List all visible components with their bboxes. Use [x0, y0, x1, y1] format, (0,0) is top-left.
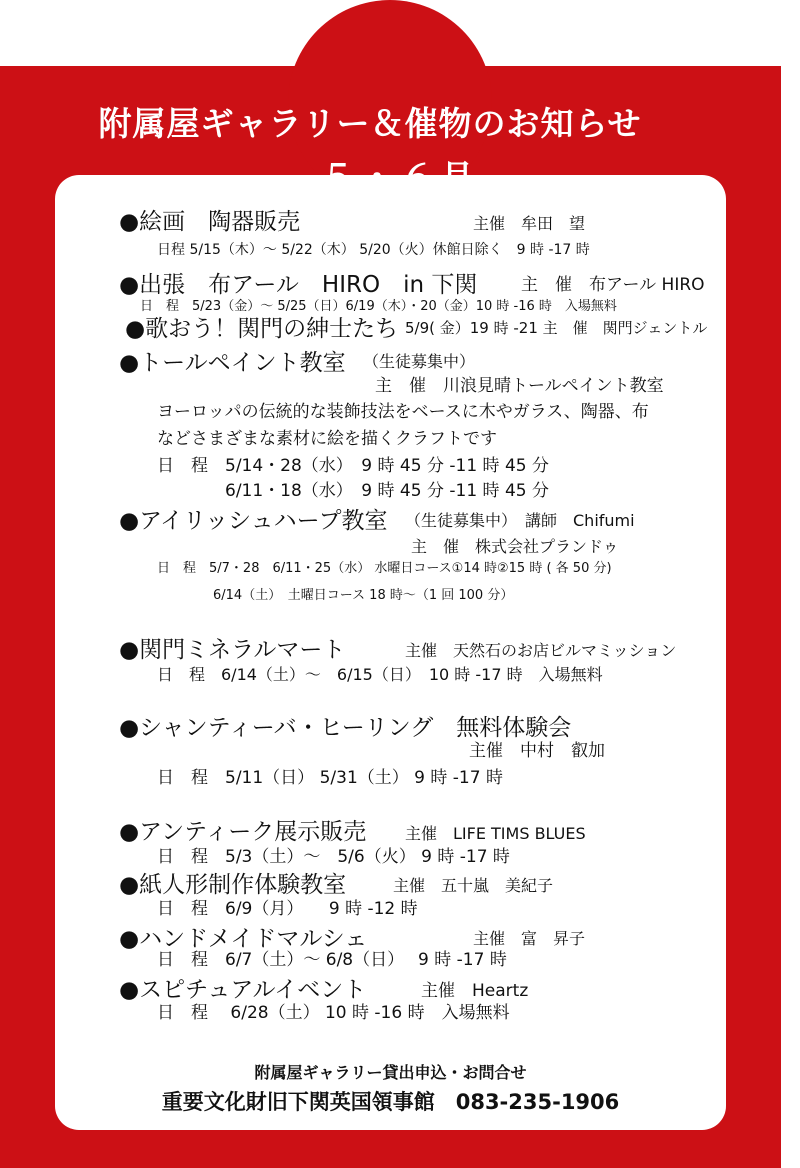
event-host: 主 催 川浪見晴トールペイント教室 — [375, 376, 664, 396]
event-host: 5/9( 金）19 時 -21 主 催 関門ジェントル — [405, 319, 708, 337]
event-title: ●絵画 陶器販売 — [119, 209, 301, 235]
event-host: 主催 牟田 望 — [473, 214, 586, 233]
event-host: 主催 LIFE TIMS BLUES — [405, 824, 586, 843]
event-host: 主催 Heartz — [421, 981, 529, 1001]
contact-info: 重要文化財旧下関英国領事館 083-235-1906 — [161, 1090, 620, 1114]
event-host: 主 催 布アール HIRO — [521, 275, 705, 295]
event-schedule: 日 程 5/11（日） 5/31（土） 9 時 -17 時 — [157, 768, 503, 788]
event-schedule: 日程 5/15（木）～ 5/22（木） 5/20（火）休館日除く 9 時 -17 時 — [157, 242, 590, 258]
contact-heading: 附属屋ギャラリー貸出申込・お問合せ — [254, 1063, 527, 1082]
event-schedule: 日 程 5/14・28（水） 9 時 45 分 -11 時 45 分 — [157, 456, 549, 476]
event-schedule: 日 程 6/7（土）～ 6/8（日） 9 時 -17 時 — [157, 950, 507, 970]
event-title: ●歌おう！関門の紳士たち — [125, 316, 399, 342]
event-schedule: 6/11・18（水） 9 時 45 分 -11 時 45 分 — [225, 481, 549, 501]
event-schedule: 日 程 5/23（金）～ 5/25（日）6/19（木）・20（金）10 時 -16 時 入場無料 — [140, 299, 617, 314]
event-title: ●トールペイント教室 — [119, 350, 346, 376]
event-title: ●関門ミネラルマート — [119, 637, 346, 663]
page-title: 附属屋ギャラリー＆催物のお知らせ — [98, 104, 642, 143]
event-title: ●ハンドメイドマルシェ — [119, 926, 368, 952]
event-description: ヨーロッパの伝統的な装飾技法をベースに木やガラス、陶器、布 — [157, 402, 649, 422]
event-schedule: 日 程 5/7・28 6/11・25（水） 水曜日コース①14 時②15 時 ( 各 50 分) — [157, 561, 612, 576]
event-host: 主催 中村 叡加 — [469, 741, 605, 761]
event-schedule: 日 程 5/3（土）～ 5/6（火） 9 時 -17 時 — [157, 847, 510, 867]
event-title: ●アンティーク展示販売 — [119, 819, 367, 845]
event-schedule: 日 程 6/14（土）～ 6/15（日） 10 時 -17 時 入場無料 — [157, 665, 603, 684]
event-title: ●紙人形制作体験教室 — [119, 872, 347, 898]
event-title: ●アイリッシュハープ教室 — [119, 508, 388, 534]
event-host: 主 催 株式会社プランドゥ — [411, 537, 619, 556]
event-schedule: 日 程 6/9（月） 9 時 -12 時 — [157, 899, 418, 919]
event-note: （生徒募集中） 講師 Chifumi — [405, 511, 635, 530]
event-host: 主催 五十嵐 美紀子 — [393, 876, 554, 895]
event-host: 主催 富 昇子 — [473, 929, 586, 948]
event-note: （生徒募集中） — [363, 352, 476, 371]
event-schedule: 日 程 6/28（土） 10 時 -16 時 入場無料 — [157, 1003, 510, 1023]
event-title: ●出張 布アール HIRO in 下関 — [119, 272, 478, 298]
event-host: 主催 天然石のお店ビルマミッション — [405, 641, 677, 660]
notice-card — [55, 175, 726, 1130]
event-schedule: 6/14（土） 土曜日コース 18 時～（1 回 100 分） — [213, 588, 514, 603]
event-title: ●シャンティーバ・ヒーリング 無料体験会 — [119, 715, 572, 741]
event-title: ●スピチュアルイベント — [119, 977, 367, 1003]
event-description: などさまざまな素材に絵を描くクラフトです — [157, 429, 497, 449]
